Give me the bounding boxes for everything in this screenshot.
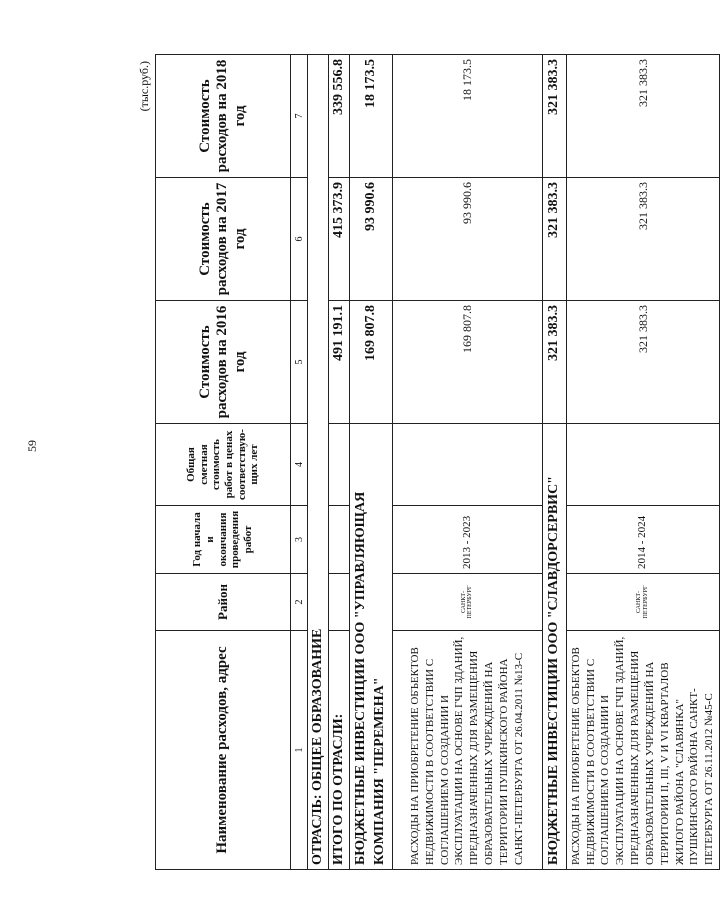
group-row [542, 55, 566, 870]
item-years: 2013 - 2023 [392, 506, 542, 574]
column-number: 6 [291, 178, 308, 301]
column-number: 7 [291, 55, 308, 178]
column-number: 2 [291, 574, 308, 631]
item-district: САНКТ-ПЕТЕРБУРГ [392, 574, 542, 631]
header-cost-2016: Стоимость расходов на 2016 год [156, 301, 291, 424]
units-label: (тыс.руб.) [137, 61, 151, 112]
rotated-page [137, 55, 716, 870]
column-number: 1 [291, 631, 308, 870]
item-2018: 18 173.5 [392, 55, 542, 178]
header-row [156, 55, 291, 870]
header-district: Район [156, 574, 291, 631]
group-2017: 321 383.3 [542, 178, 566, 301]
group-title: БЮДЖЕТНЫЕ ИНВЕСТИЦИИ ООО "УПРАВЛЯЮЩАЯ КОМПАНИЯ "ПЕРЕМЕНА" [350, 424, 393, 870]
section-title: ОТРАСЛЬ: ОБЩЕЕ ОБРАЗОВАНИЕ [308, 55, 329, 870]
header-cost-2018: Стоимость расходов на 2018 год [156, 55, 291, 178]
header-years: Год начала и окончания проведения работ [156, 506, 291, 574]
item-2017: 93 990.6 [392, 178, 542, 301]
header-estimate: Общая сметная стоимость работ в ценах соответствую- щих лет [156, 424, 291, 506]
item-name: РАСХОДЫ НА ПРИОБРЕТЕНИЕ ОБЪЕКТОВ НЕДВИЖИМОСТИ В СООТВЕТСТВИИ С СОГЛАШЕНИЕМ О СОЗДАНИИ И ЭКСПЛУАТАЦИИ НА ОСНОВЕ ГЧП ЗДАНИЙ, ПРЕДНАЗНАЧЕННЫХ ДЛЯ РАЗМЕЩЕНИЯ ОБРАЗОВАТЕЛЬНЫХ УЧРЕЖДЕНИЙ НА ТЕРРИТОРИИ II, III, V И VI КВАРТАЛОВ ЖИЛОГО РАЙОНА "СЛАВЯНКА" ПУШКИНСКОГО РАЙОНА САНКТ-ПЕТЕРБУРГА ОТ 26.11.2012 №45-С [566, 631, 719, 870]
group-2016: 321 383.3 [542, 301, 566, 424]
total-label: ИТОГО ПО ОТРАСЛИ: [329, 631, 350, 870]
item-row [566, 55, 719, 870]
group-row [350, 55, 393, 870]
total-2016: 491 191.1 [329, 301, 350, 424]
column-number: 5 [291, 301, 308, 424]
budget-table [155, 54, 720, 870]
item-row [392, 55, 542, 870]
group-2017: 93 990.6 [350, 178, 393, 301]
section-row [308, 55, 329, 870]
group-2016: 169 807.8 [350, 301, 393, 424]
header-name: Наименование расходов, адрес [156, 631, 291, 870]
item-district: САНКТ-ПЕТЕРБУРГ [566, 574, 719, 631]
page-number: 59 [25, 440, 39, 452]
total-2017: 415 373.9 [329, 178, 350, 301]
total-2018: 339 556.8 [329, 55, 350, 178]
item-estimate [566, 424, 719, 506]
item-estimate [392, 424, 542, 506]
group-2018: 18 173.5 [350, 55, 393, 178]
item-2017: 321 383.3 [566, 178, 719, 301]
header-cost-2017: Стоимость расходов на 2017 год [156, 178, 291, 301]
item-years: 2014 - 2024 [566, 506, 719, 574]
column-number: 4 [291, 424, 308, 506]
item-2016: 169 807.8 [392, 301, 542, 424]
group-title: БЮДЖЕТНЫЕ ИНВЕСТИЦИИ ООО "СЛАВДОРСЕРВИС" [542, 424, 566, 870]
item-2016: 321 383.3 [566, 301, 719, 424]
column-number: 3 [291, 506, 308, 574]
item-2018: 321 383.3 [566, 55, 719, 178]
item-name: РАСХОДЫ НА ПРИОБРЕТЕНИЕ ОБЪЕКТОВ НЕДВИЖИМОСТИ В СООТВЕТСТВИИ С СОГЛАШЕНИЕМ О СОЗДАНИИ И ЭКСПЛУАТАЦИИ НА ОСНОВЕ ГЧП ЗДАНИЙ, ПРЕДНАЗНАЧЕННЫХ ДЛЯ РАЗМЕЩЕНИЯ ОБРАЗОВАТЕЛЬНЫХ УЧРЕЖДЕНИЙ НА ТЕРРИТОРИИ ПУШКИНСКОГО РАЙОНА САНКТ-ПЕТЕРБУРГА ОТ 26.04.2011 №13-С [392, 631, 542, 870]
group-2018: 321 383.3 [542, 55, 566, 178]
column-number-row [291, 55, 308, 870]
total-row [329, 55, 350, 870]
